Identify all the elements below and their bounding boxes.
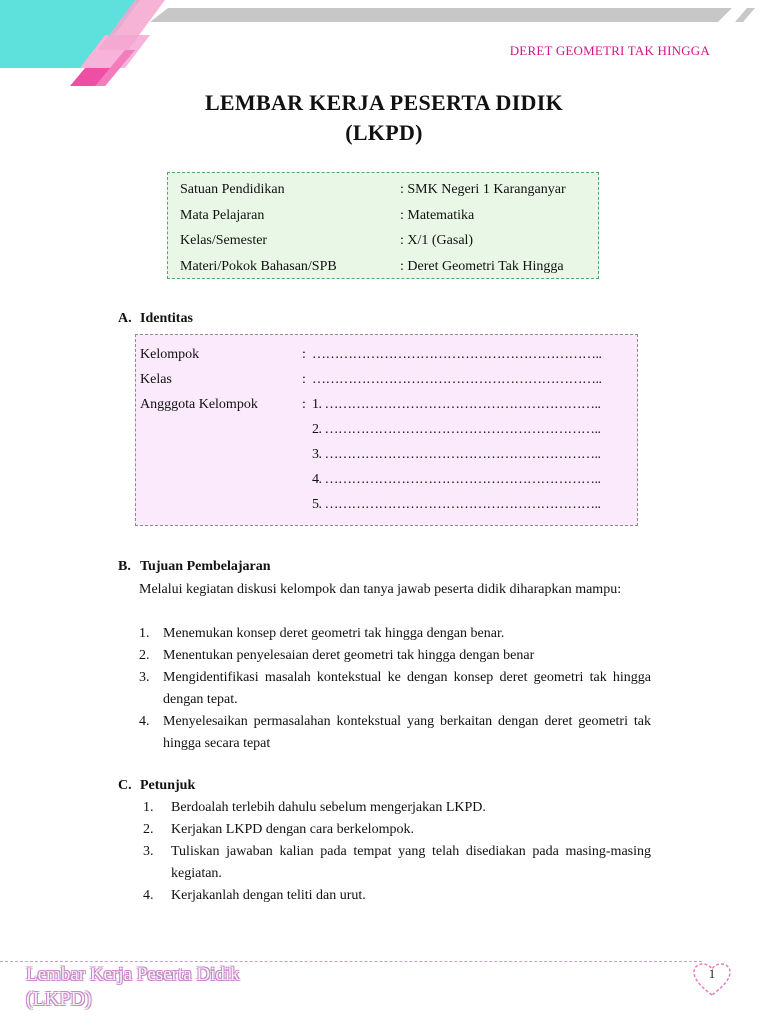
list-text: Mengidentifikasi masalah kontekstual ke dengan konsep deret geometri tak hingga dengan tepat. (163, 670, 651, 707)
list-item (143, 841, 651, 885)
info-value: : Deret Geometri Tak Hingga (400, 258, 564, 274)
info-box (167, 172, 599, 279)
section-title: Tujuan Pembelajaran (140, 559, 271, 574)
info-label: Materi/Pokok Bahasan/SPB (180, 258, 337, 274)
page-title (0, 88, 768, 148)
list-text: Menentukan penyelesaian deret geometri tak hingga dengan benar (163, 648, 535, 663)
list-item (143, 819, 651, 841)
list-item (139, 667, 651, 711)
member-blank: 5. …………………………………………………….. (312, 497, 601, 512)
list-item (143, 885, 651, 907)
list-number: 1. (139, 626, 150, 641)
list-item (143, 797, 651, 819)
info-value: : SMK Negeri 1 Karanganyar (400, 182, 566, 197)
list-text: Menyelesaikan permasalahan kontekstual yang berkaitan dengan deret geometri tak hingga secara tepat (163, 714, 651, 751)
member-blank: 3. …………………………………………………….. (312, 447, 601, 462)
running-header: DERET GEOMETRI TAK HINGGA (509, 43, 710, 58)
list-number: 1. (143, 800, 154, 815)
section-title: Identitas (140, 311, 193, 326)
info-row (180, 203, 598, 229)
list-number: 3. (143, 844, 154, 859)
title-line-2: (LKPD) (345, 120, 423, 145)
identity-label: Kelas (140, 372, 172, 387)
info-label: Mata Pelajaran (180, 207, 265, 223)
info-row (180, 254, 598, 280)
list-number: 2. (139, 648, 150, 663)
title-line-1: LEMBAR KERJA PESERTA DIDIK (204, 90, 564, 115)
info-row (180, 228, 598, 254)
identity-blank: 1. …………………………………………………….. (312, 397, 601, 412)
footer-title (26, 963, 240, 1011)
identity-colon: : (302, 347, 306, 362)
info-value: : Matematika (400, 207, 475, 223)
footer-divider (0, 961, 702, 962)
identity-colon: : (302, 397, 306, 412)
member-blank: 4. …………………………………………………….. (312, 472, 601, 487)
identity-blank: ……………………………………………………….. (312, 372, 602, 387)
list-number: 3. (139, 670, 150, 685)
info-value: : X/1 (Gasal) (400, 233, 474, 248)
list-item (139, 645, 651, 667)
info-label: Satuan Pendidikan (180, 182, 285, 197)
list-text: Berdoalah terlebih dahulu sebelum mengerjakan LKPD. (171, 800, 486, 815)
list-number: 4. (139, 714, 150, 729)
identity-colon: : (302, 372, 306, 387)
list-item (139, 711, 651, 755)
info-label: Kelas/Semester (180, 233, 268, 248)
section-letter: C. (118, 778, 132, 793)
identity-blank: ……………………………………………………….. (312, 347, 602, 362)
list-item (139, 623, 651, 645)
list-number: 2. (143, 822, 154, 837)
list-number: 4. (143, 888, 154, 903)
list-text: Tuliskan jawaban kalian pada tempat yang telah disediakan pada masing-masing kegiatan. (171, 844, 651, 881)
identity-label: Kelompok (140, 347, 200, 362)
footer-line-2: (LKPD) (26, 988, 92, 1010)
identity-box (135, 334, 638, 526)
list-text: Menemukan konsep deret geometri tak hingga dengan benar. (163, 626, 505, 641)
section-letter: A. (118, 311, 132, 326)
objective-intro: Melalui kegiatan diskusi kelompok dan tanya jawab peserta didik diharapkan mampu: (139, 582, 622, 597)
list-text: Kerjakanlah dengan teliti dan urut. (171, 888, 366, 903)
member-blank: 2. …………………………………………………….. (312, 422, 601, 437)
section-letter: B. (118, 559, 131, 574)
footer-line-1: Lembar Kerja Peserta Didik (26, 964, 240, 985)
section-title: Petunjuk (140, 778, 196, 793)
page-number: 1 (708, 966, 716, 981)
info-row (180, 177, 598, 203)
identity-label: Angggota Kelompok (140, 397, 258, 412)
list-text: Kerjakan LKPD dengan cara berkelompok. (171, 822, 414, 837)
